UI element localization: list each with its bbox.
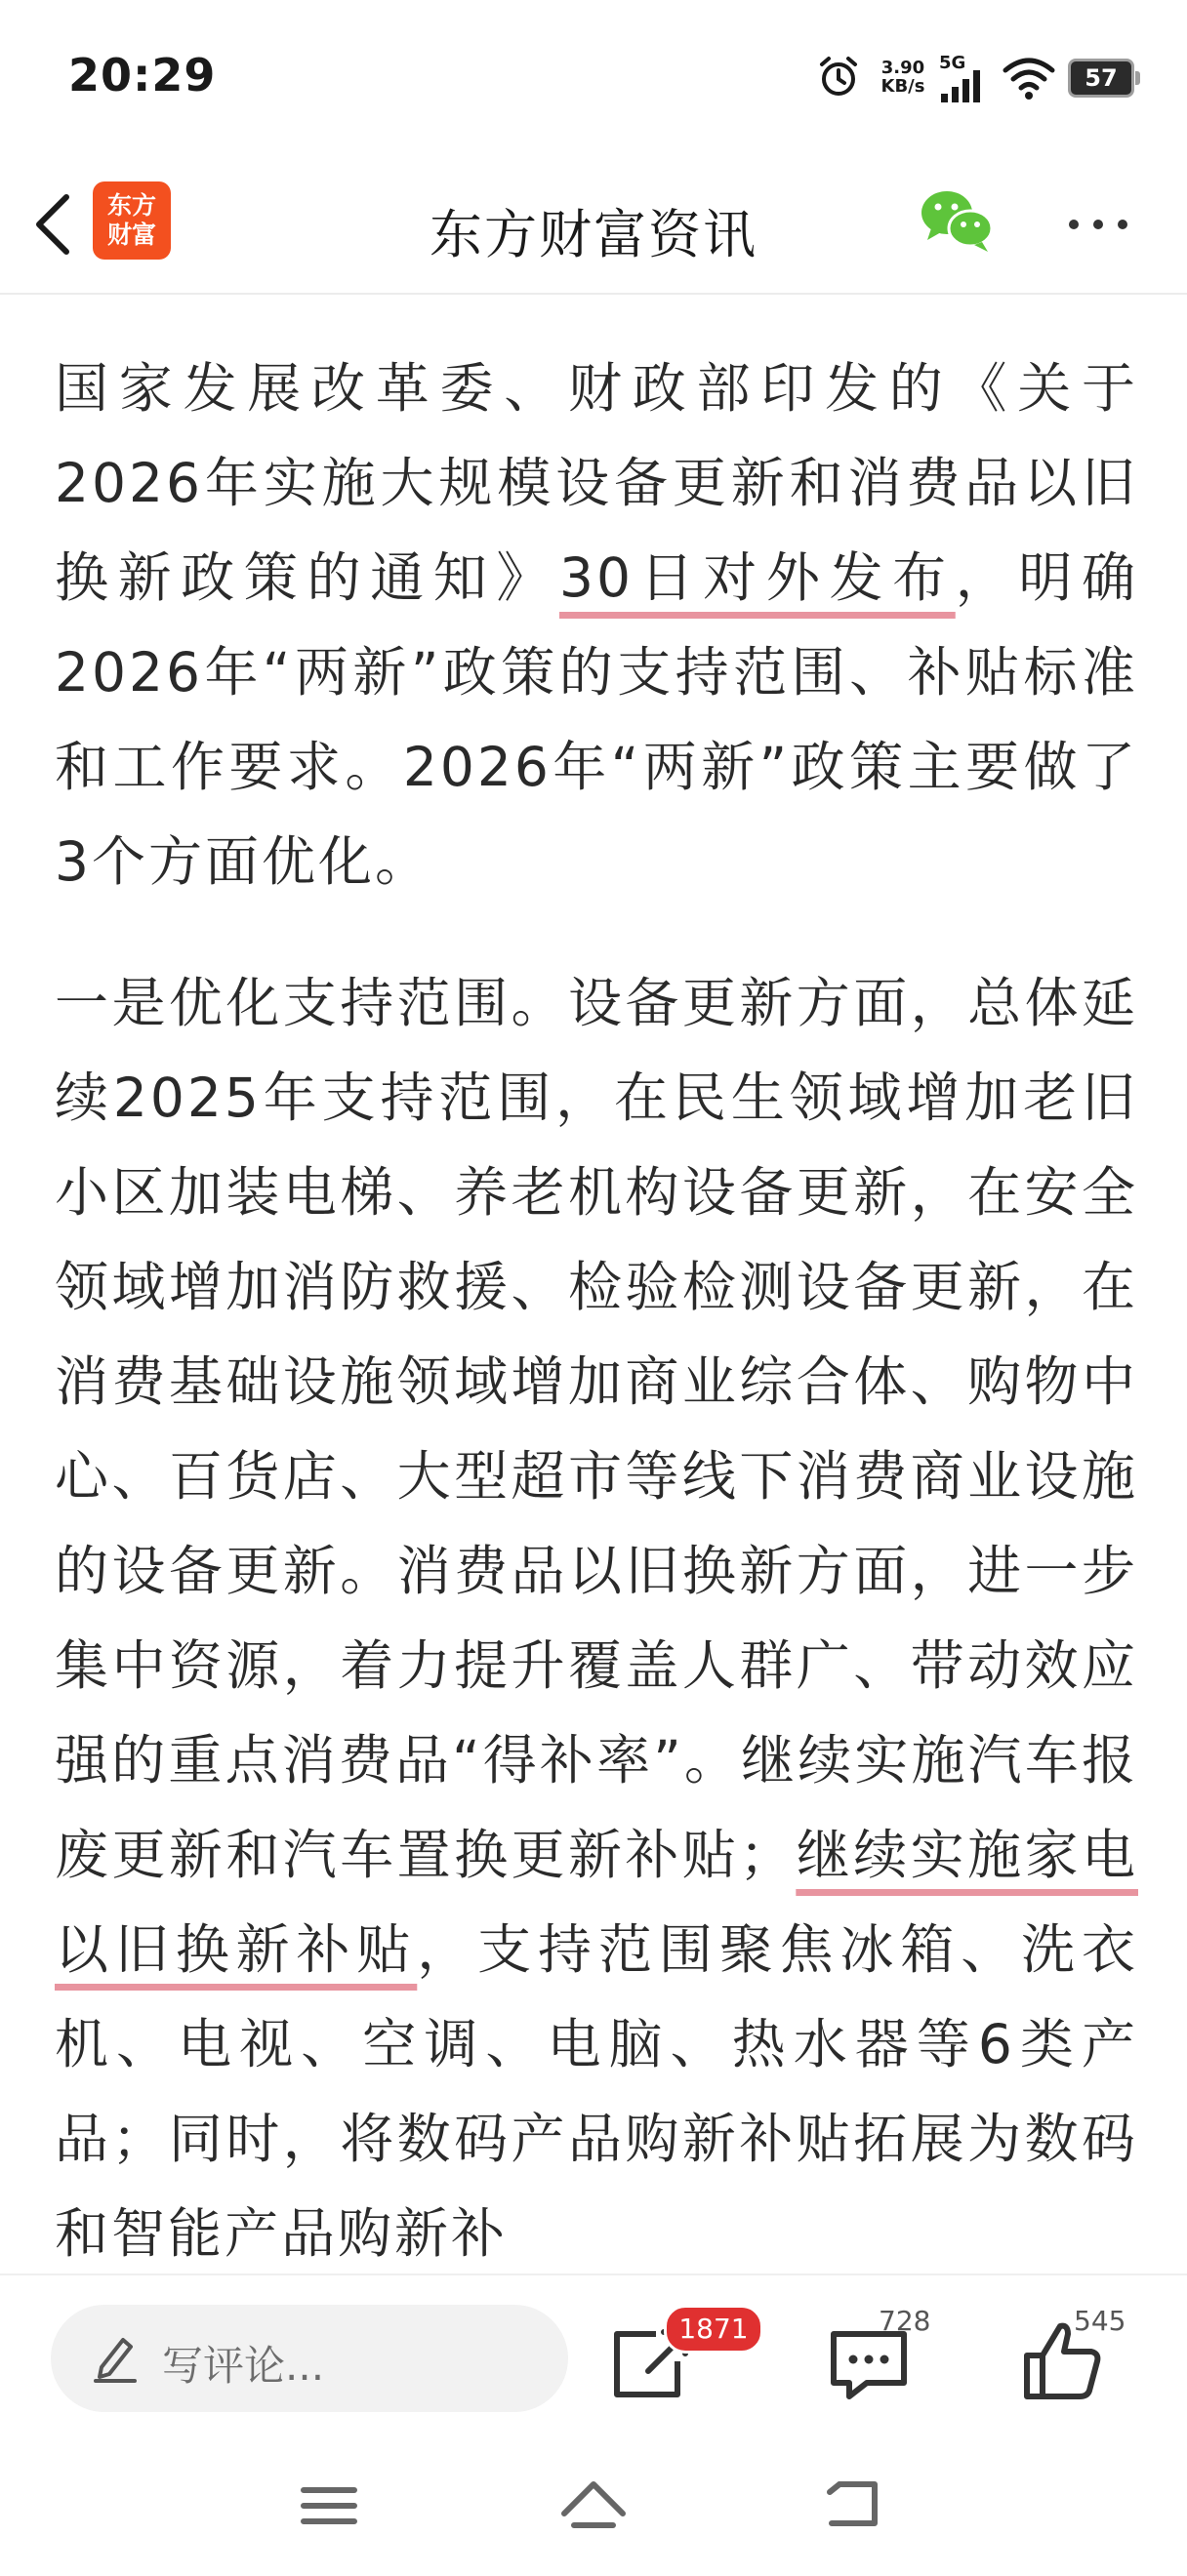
article-paragraph-1 (55, 342, 1138, 909)
page-title: 东方财富资讯 (430, 204, 757, 265)
highlighted-text-2: 继续实施家电以旧换新补贴 (55, 1824, 1138, 1981)
highlighted-text-1: 30日对外发布 (559, 546, 956, 609)
like-count: 545 (1074, 2305, 1126, 2337)
more-icon[interactable] (1054, 185, 1142, 263)
status-time: 20:29 (68, 49, 217, 101)
paragraph-1-text-a: 国家发展改革委、财政部印发的《关于2026年实施大规模设备更新和消费品以旧换新政策的通知》 (55, 357, 1138, 609)
comment-placeholder: 写评论... (162, 2342, 325, 2390)
paragraph-2-text-b: ，支持范围聚焦冰箱、洗衣机、电视、空调、电脑、热水器等6类产品；同时，将数码产品购新补贴拓展为数码和智能产品购新补 (55, 1918, 1138, 2265)
paragraph-1-text-b: ，明确2026年“两新”政策的支持范围、补贴标准和工作要求。2026年“两新”政策主要做了3个方面优化。 (55, 546, 1138, 893)
alarm-icon (816, 55, 861, 100)
article-paragraph-2 (55, 956, 1138, 2281)
comment-count: 728 (879, 2305, 931, 2337)
network-type: 5G (939, 53, 966, 73)
logo-line2: 财富 (106, 221, 156, 249)
wifi-icon (1002, 55, 1056, 101)
home-icon[interactable] (556, 2475, 631, 2537)
signal-icon (939, 68, 984, 103)
status-bar (0, 0, 1187, 156)
paragraph-2-text-a: 一是优化支持范围。设备更新方面，总体延续2025年支持范围，在民生领域增加老旧小区加装电梯、养老机构设备更新，在安全领域增加消防救援、检验检测设备更新，在消费基础设施领域增加商业综合体、购物中心、百货店、大型超市等线下消费商业设施的设备更新。消费品以旧换新方面，进一步集中资源，着力提升覆盖人群广、带动效应强的重点消费品“得补率”。继续实施汽车报废更新和汽车置换更新补贴； (55, 972, 1138, 1886)
system-nav-bar (0, 2439, 1187, 2576)
title-bar (0, 156, 1187, 295)
comment-input[interactable] (51, 2305, 568, 2412)
share-count-badge: 1871 (664, 2305, 763, 2354)
network-speed-value: 3.90 (880, 58, 925, 78)
wechat-icon[interactable] (918, 185, 996, 256)
battery-icon (1068, 59, 1134, 98)
network-speed-unit: KB/s (880, 76, 925, 97)
battery-level: 57 (1085, 64, 1118, 92)
pencil-icon (92, 2332, 139, 2385)
menu-icon[interactable] (298, 2478, 360, 2533)
logo-line1: 东方 (106, 191, 156, 220)
network-speed (873, 59, 933, 96)
action-bar (0, 2274, 1187, 2441)
back-icon[interactable] (820, 2475, 888, 2535)
article-body (55, 342, 1138, 2281)
